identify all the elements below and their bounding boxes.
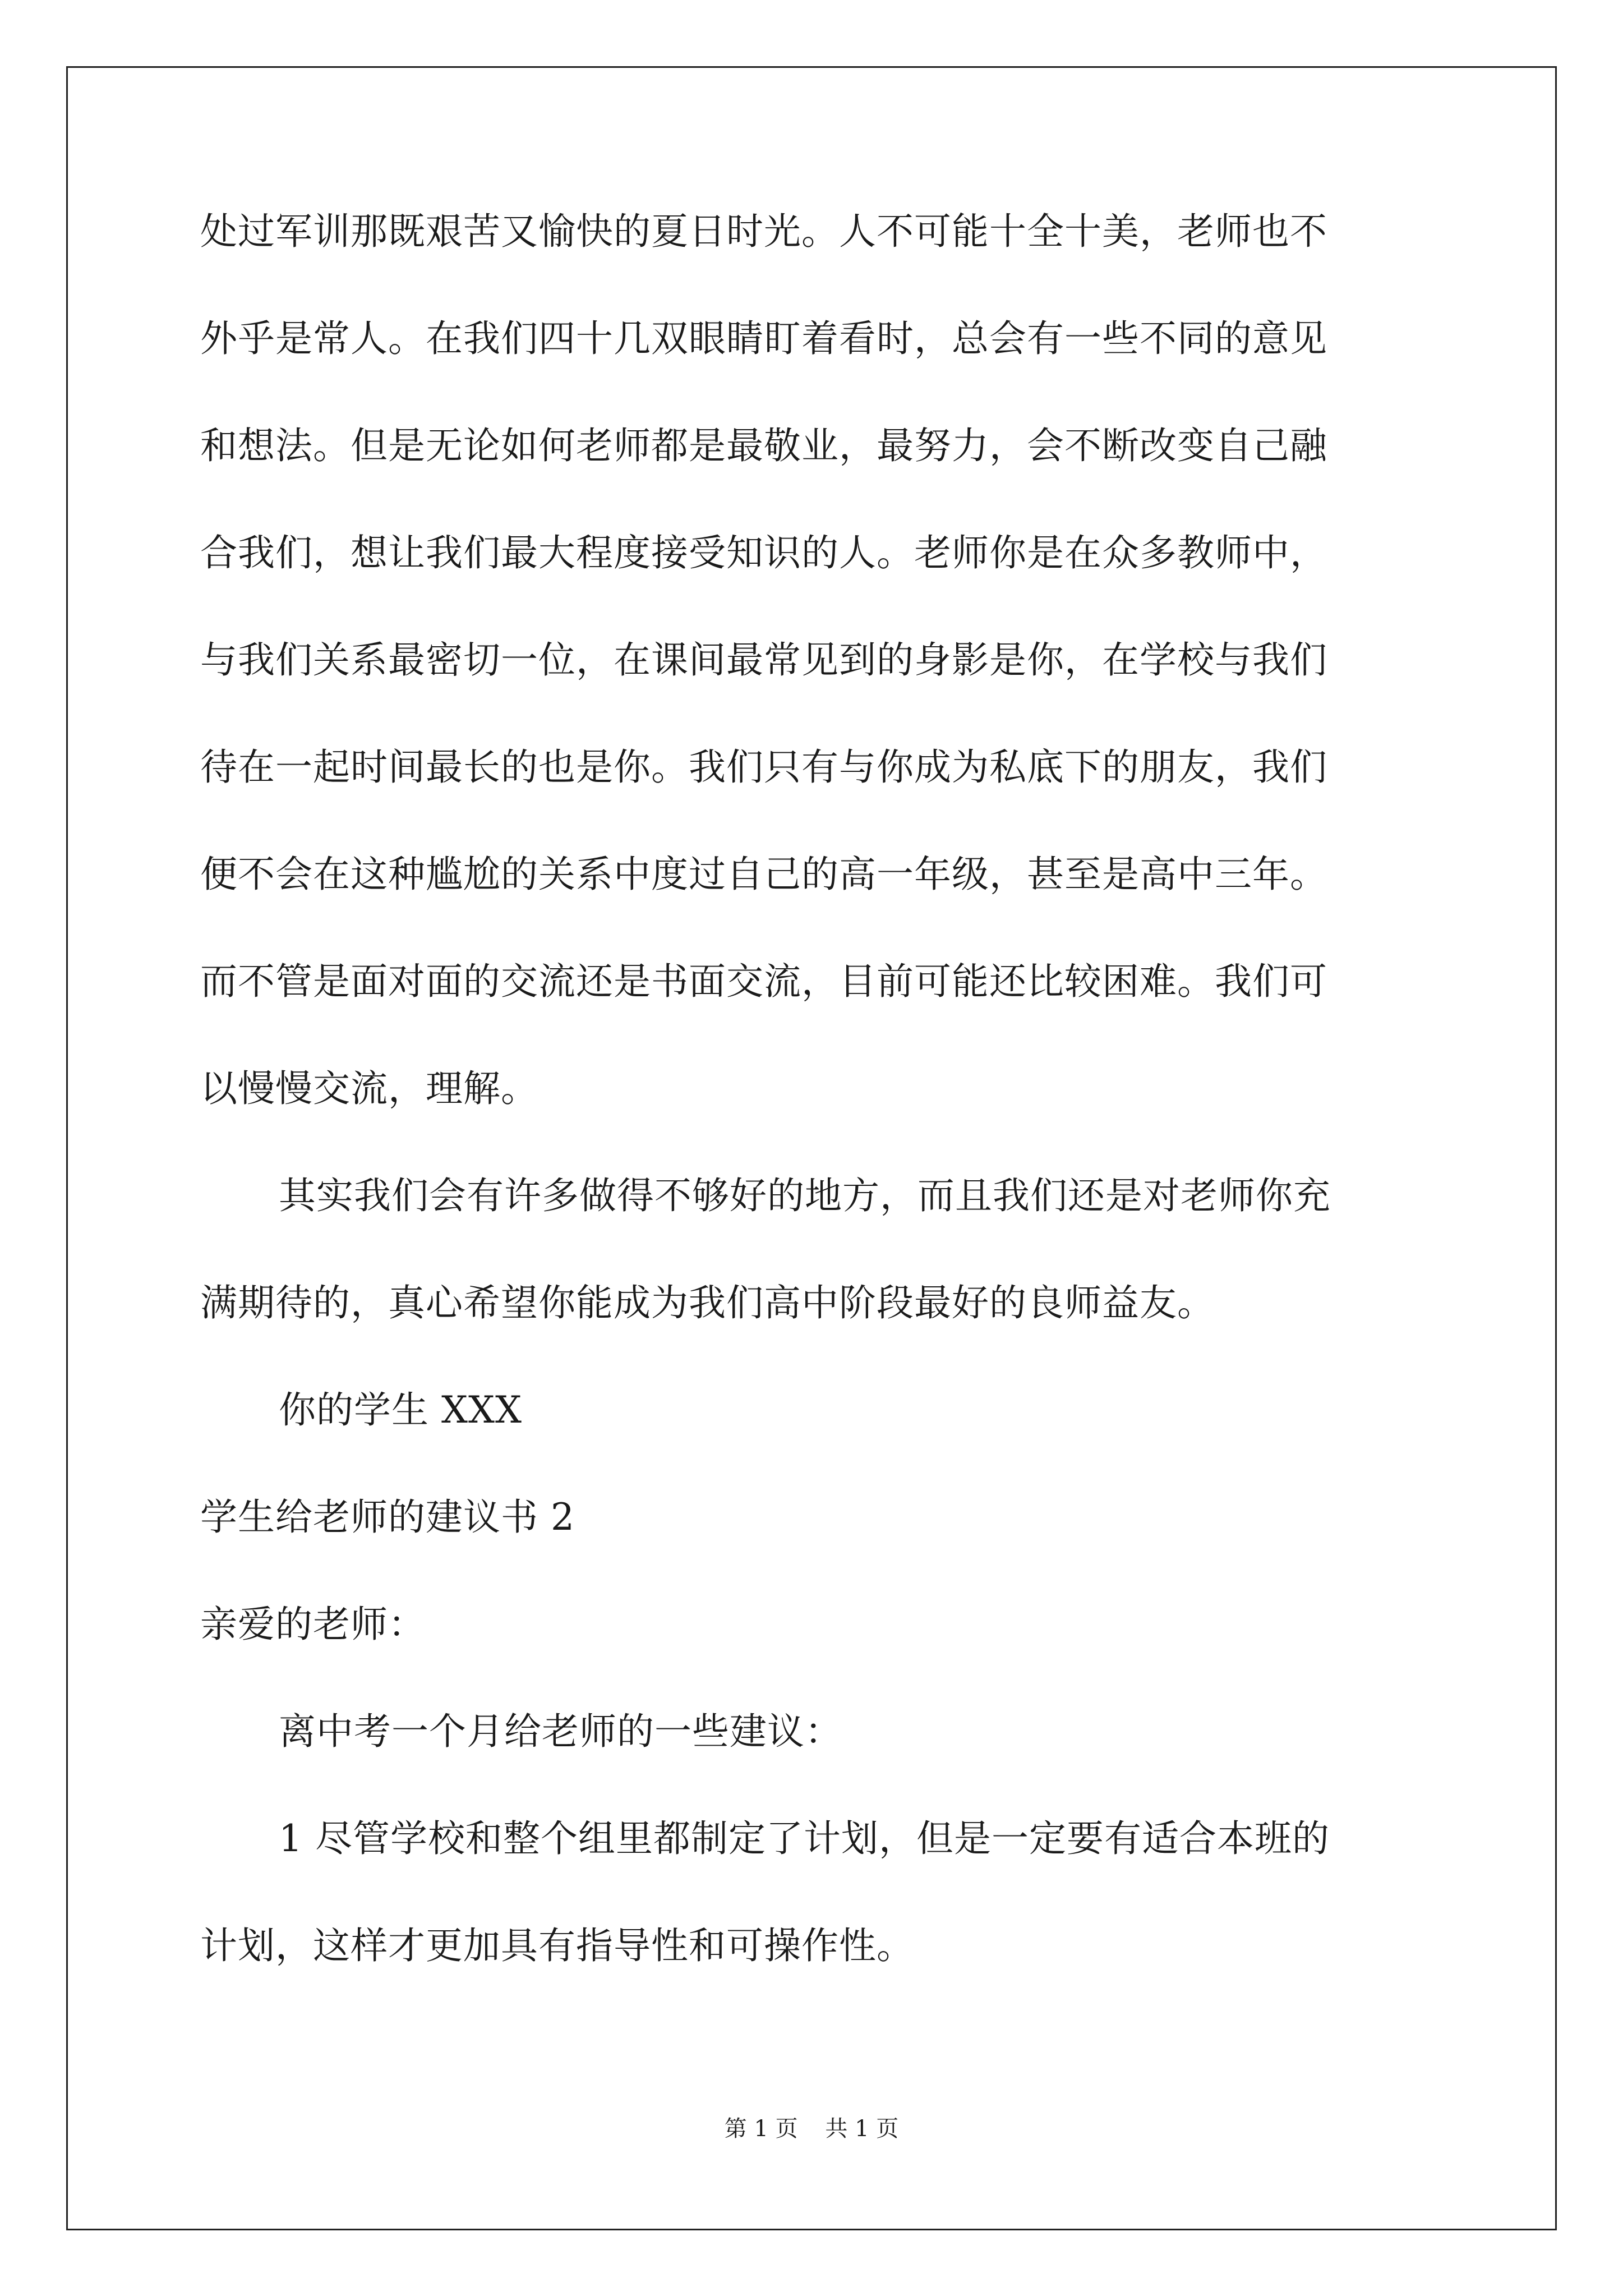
page-number-current: 第 1 页 <box>724 2116 798 2142</box>
text-line-16: 1 尽管学校和整个组里都制定了计划，但是一定要有适合本班的 <box>279 1817 1330 1860</box>
page-footer <box>0 2118 1623 2140</box>
text-line-8: 而不管是面对面的交流还是书面交流，目前可能还比较困难。我们可 <box>200 960 1327 1003</box>
intro-line: 离中考一个月给老师的一些建议： <box>279 1710 842 1753</box>
document-body <box>200 210 1434 2035</box>
section-title: 学生给老师的建议书 2 <box>200 1496 575 1539</box>
text-line-11: 满期待的，真心希望你能成为我们高中阶段最好的良师益友。 <box>200 1281 1215 1324</box>
text-line-6: 待在一起时间最长的也是你。我们只有与你成为私底下的朋友，我们 <box>200 746 1327 789</box>
signature-line: 你的学生 XXX <box>279 1388 522 1432</box>
text-line-17: 计划，这样才更加具有指导性和可操作性。 <box>200 1924 914 1967</box>
text-line-1: 处过军训那既艰苦又愉快的夏日时光。人不可能十全十美，老师也不 <box>200 210 1327 253</box>
text-line-4: 合我们，想让我们最大程度接受知识的人。老师你是在众多教师中， <box>200 531 1327 574</box>
text-line-10: 其实我们会有许多做得不够好的地方，而且我们还是对老师你充 <box>279 1174 1331 1217</box>
salutation: 亲爱的老师： <box>200 1603 426 1646</box>
text-line-3: 和想法。但是无论如何老师都是最敬业，最努力，会不断改变自己融 <box>200 424 1327 467</box>
text-line-2: 外乎是常人。在我们四十几双眼睛盯着看时，总会有一些不同的意见 <box>200 317 1327 360</box>
text-line-5: 与我们关系最密切一位，在课间最常见到的身影是你，在学校与我们 <box>200 638 1327 682</box>
text-line-9: 以慢慢交流，理解。 <box>200 1067 538 1110</box>
page-number-total: 共 1 页 <box>825 2116 899 2142</box>
text-line-7: 便不会在这种尴尬的关系中度过自己的高一年级，甚至是高中三年。 <box>200 853 1327 896</box>
